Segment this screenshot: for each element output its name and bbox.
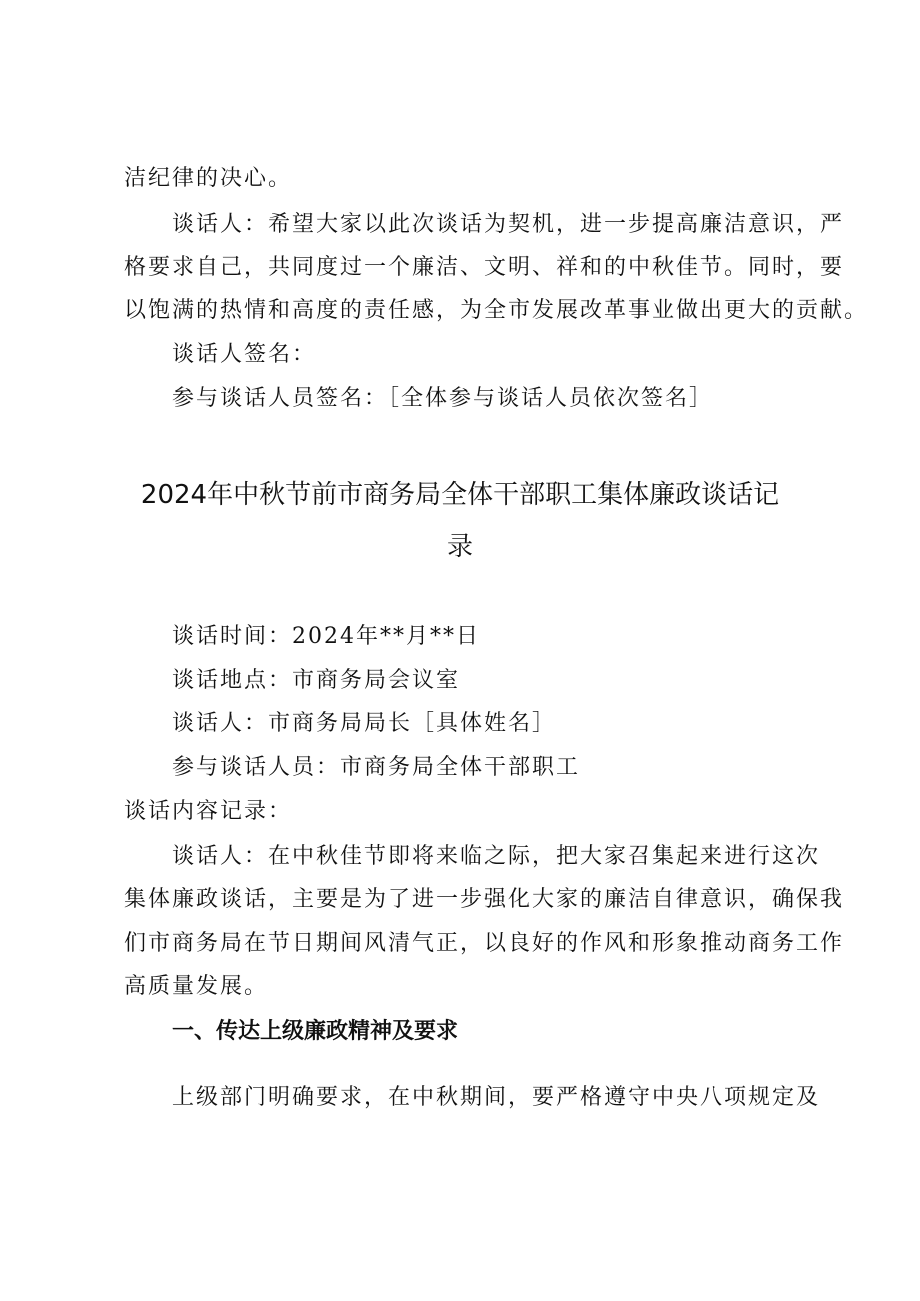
section-paragraph-line-1: 上级部门明确要求，在中秋期间，要严格遵守中央八项规定及 — [172, 1085, 821, 1110]
intro-paragraph-line-2: 集体廉政谈话，主要是为了进一步强化大家的廉洁自律意识，确保我 — [124, 887, 845, 912]
section-heading: 一、传达上级廉政精神及要求 — [172, 1019, 459, 1044]
meta-time: 谈话时间：2024年**月**日 — [172, 624, 480, 649]
document-title-line-2: 录 — [446, 532, 473, 562]
meta-participants: 参与谈话人员：市商务局全体干部职工 — [172, 755, 581, 780]
meta-speaker: 谈话人：市商务局局长［具体姓名］ — [172, 711, 557, 736]
intro-paragraph-line-3: 们市商务局在节日期间风清气正，以良好的作风和形象推动商务工作 — [124, 931, 845, 956]
closing-paragraph-line-2: 格要求自己，共同度过一个廉洁、文明、祥和的中秋佳节。同时，要 — [124, 255, 845, 280]
content-label: 谈话内容记录： — [124, 799, 293, 824]
continuation-text: 洁纪律的决心。 — [124, 166, 293, 191]
intro-paragraph-line-4: 高质量发展。 — [124, 974, 269, 999]
closing-paragraph-line-3: 以饱满的热情和高度的责任感，为全市发展改革事业做出更大的贡献。 — [124, 298, 869, 323]
document-title-line-1: 2024年中秋节前市商务局全体干部职工集体廉政谈话记 — [140, 480, 780, 510]
closing-paragraph-line-1: 谈话人：希望大家以此次谈话为契机，进一步提高廉洁意识，严 — [172, 212, 845, 237]
participant-signature-label: 参与谈话人员签名：［全体参与谈话人员依次签名］ — [172, 386, 714, 411]
intro-paragraph-line-1: 谈话人：在中秋佳节即将来临之际，把大家召集起来进行这次 — [172, 844, 821, 869]
meta-location: 谈话地点：市商务局会议室 — [172, 668, 461, 693]
speaker-signature-label: 谈话人签名： — [172, 342, 317, 367]
